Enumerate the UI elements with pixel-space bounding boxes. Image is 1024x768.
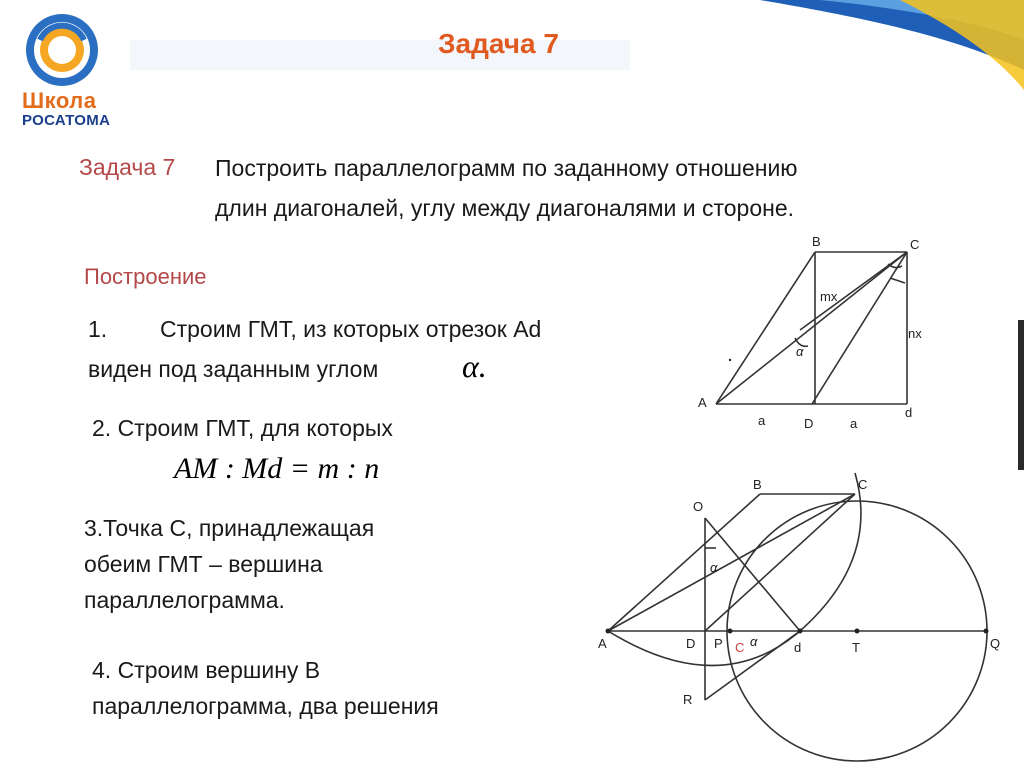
point-d [798,629,803,634]
label-O: O [693,499,704,514]
label-A: A [698,395,707,410]
alpha-symbol: α. [462,348,487,384]
label-d2: d [794,640,802,655]
label-nx: nx [908,326,922,341]
label-A2: A [598,636,607,651]
logo-text-school: Школа [22,88,97,113]
side-DC [705,494,855,631]
label-C-red: C [735,640,745,655]
label-B2: B [753,477,762,492]
label-a-left: a [758,413,766,428]
point-Q [984,629,989,634]
step-3-line-2: обеим ГМТ – вершина [84,551,323,577]
label-alpha-o: α [710,560,718,575]
line-Od [705,518,800,631]
task-label: Задача 7 [79,154,176,180]
slide-title: Задача 7 [438,28,559,59]
step-3-line-1: 3.Точка С, принадлежащая [84,515,375,541]
step-1-number: 1. [88,316,108,342]
label-Q: Q [990,636,1001,651]
label-C2: C [858,477,868,492]
step-2: 2. Строим ГМТ, для которых [92,415,393,441]
logo-text-rosatom: РОСАТОМА [22,112,111,129]
label-a-right: a [850,416,858,431]
task-line-2: длин диагоналей, углу между диагоналями и стороне. [215,195,795,221]
construction-heading: Построение [84,264,207,289]
step-4-line-2: параллелограмма, два решения [92,693,439,719]
label-alpha-p: α [750,634,758,649]
label-alpha-fig1: α [796,344,804,359]
side-AB [608,494,760,631]
label-C: C [910,237,920,252]
step-1-line-2: виден под заданным углом [88,356,379,382]
label-d: d [905,405,913,420]
point-A [606,629,611,634]
label-T: T [852,640,860,655]
label-B: B [812,234,821,249]
ratio-formula: AM : Md = m : n [174,452,380,485]
diagonal-AC [608,494,855,631]
point-P [728,629,733,634]
step-3-line-3: параллелограмма. [84,587,285,613]
step-4-line-1: 4. Строим вершину В [92,657,321,683]
label-D: D [804,416,814,431]
label-R: R [683,692,693,707]
label-D2: D [686,636,696,651]
step-1-line-1: Строим ГМТ, из которых отрезок Ad [159,316,542,342]
gmt-arc-lower [608,631,800,666]
task-line-1: Построить параллелограмм по заданному отношению [215,155,798,181]
point-T [855,629,860,634]
label-P: P [714,636,723,651]
label-mx: mx [820,289,838,304]
